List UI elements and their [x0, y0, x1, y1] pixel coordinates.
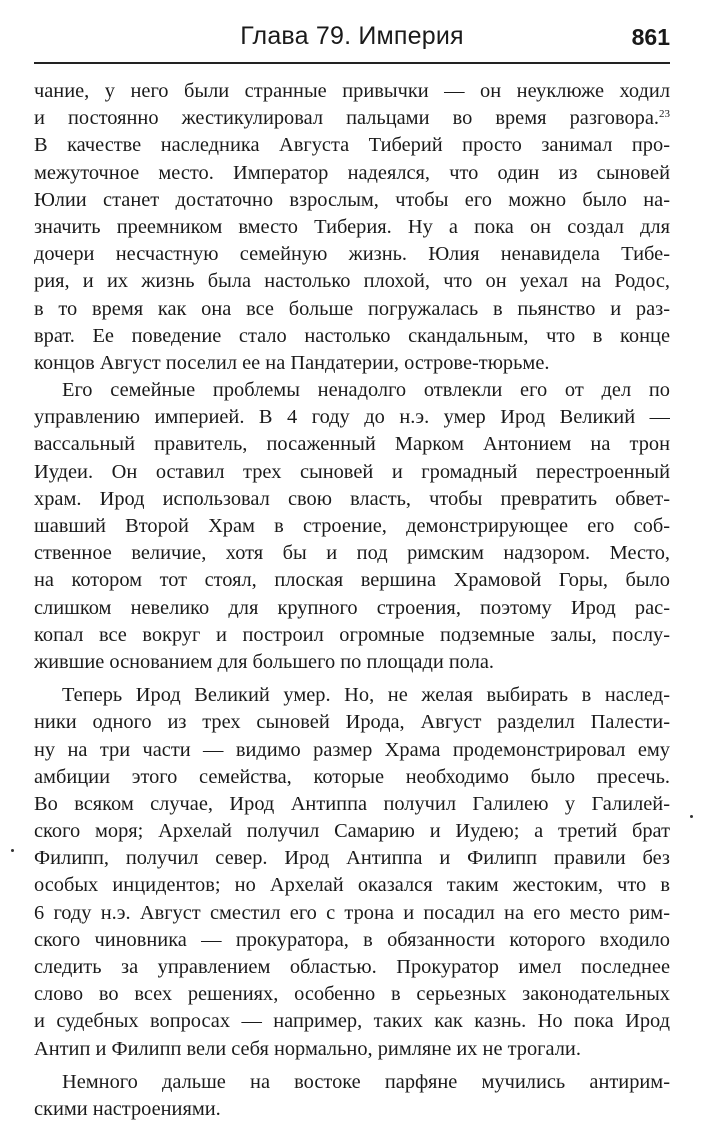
- text-line: В качестве наследника Августа Тиберий просто занимал про-: [34, 134, 670, 157]
- text-line: копал все вокруг и построил огромные подземные залы, послу-: [34, 623, 670, 646]
- text-line: управлению империей. В 4 году до н.э. умер Ирод Великий —: [34, 406, 670, 429]
- text-line: ственное величие, хотя бы и под римским надзором. Место,: [34, 542, 670, 565]
- text-line-first: Его семейные проблемы ненадолго отвлекли его от дел по: [62, 379, 670, 402]
- text-line: ну на три части — видимо размер Храма продемонстрировал ему: [34, 738, 670, 761]
- text-line-last: скими настроениями.: [34, 1097, 221, 1120]
- text-line: [34, 105, 670, 132]
- text-line: ского чиновника — прокуратора, в обязанности которого входило: [34, 928, 670, 951]
- text-line: вассальный правитель, посаженный Марком Антонием на трон: [34, 433, 670, 456]
- text-line: храм. Ирод использовал свою власть, чтобы превратить обвет-: [34, 487, 670, 510]
- page-header: [34, 10, 670, 64]
- text-line: следить за управлением областью. Прокуратор имел последнее: [34, 956, 670, 978]
- footnote-marker: 23: [659, 108, 670, 121]
- text-line: в то время как она все больше погружалась в пьянство и раз-: [34, 297, 670, 320]
- text-line: на котором тот стоял, плоская вершина Храмовой Горы, было: [34, 569, 670, 592]
- text-line: дочери несчастную семейную жизнь. Юлия ненавидела Тибе-: [34, 243, 670, 266]
- scan-speck: [690, 815, 693, 818]
- text-line: шавший Второй Храм в строение, демонстрирующее его соб-: [34, 515, 670, 537]
- text-line: Юлии станет достаточно взрослым, чтобы его можно было на-: [34, 188, 670, 211]
- text-line-last: Антип и Филипп вели себя нормально, римляне их не трогали.: [34, 1037, 581, 1060]
- page-number: 861: [631, 24, 670, 50]
- text-line: 6 году н.э. Август сместил его с трона и посадил на его место рим-: [34, 901, 670, 924]
- text-line: особых инцидентов; но Архелай оказался таким жестоким, что в: [34, 874, 670, 897]
- text-line: Филипп, получил север. Ирод Антиппа и Филипп правили без: [34, 847, 670, 870]
- text-line: ники одного из трех сыновей Ирода, Август разделил Палести-: [34, 711, 670, 734]
- text-line-last: концов Август поселил ее на Пандатерии, острове-тюрьме.: [34, 351, 550, 374]
- text-line: Во всяком случае, Ирод Антиппа получил Галилею у Галилей-: [34, 792, 670, 815]
- text-line-first: Немного дальше на востоке парфяне мучились антирим-: [62, 1070, 670, 1093]
- text-line-content: и постоянно жестикулировал пальцами во время разговора.: [34, 107, 659, 130]
- text-line: значить преемником вместо Тиберия. Ну а пока он создал для: [34, 215, 670, 238]
- text-line: слово во всех решениях, особенно в серьезных законодательных: [34, 983, 670, 1006]
- text-line: слишком невелико для крупного строения, поэтому Ирод рас-: [34, 596, 670, 619]
- text-line: рия, и их жизнь была настолько плохой, что он уехал на Родос,: [34, 270, 670, 293]
- text-line: межуточное место. Император надеялся, что один из сыновей: [34, 161, 670, 184]
- body-text: [34, 78, 670, 1123]
- text-line-first: Теперь Ирод Великий умер. Но, не желая выбирать в наслед-: [62, 684, 670, 707]
- text-line-last: жившие основанием для большего по площади пола.: [34, 650, 495, 673]
- text-line: чание, у него были странные привычки — он неуклюже ходил: [34, 80, 670, 102]
- scan-speck: [11, 849, 14, 852]
- text-line: врат. Ее поведение стало настолько скандальным, что в конце: [34, 324, 670, 347]
- running-title: Глава 79. Империя: [240, 22, 464, 50]
- text-line: ского моря; Архелай получил Самарию и Иудею; а третий брат: [34, 820, 670, 843]
- text-line: амбиции этого семейства, которые необходимо было пресечь.: [34, 765, 670, 788]
- text-line: Иудеи. Он оставил трех сыновей и громадный перестроенный: [34, 460, 670, 483]
- text-line: и судебных вопросах — например, таких как казнь. Но пока Ирод: [34, 1010, 670, 1033]
